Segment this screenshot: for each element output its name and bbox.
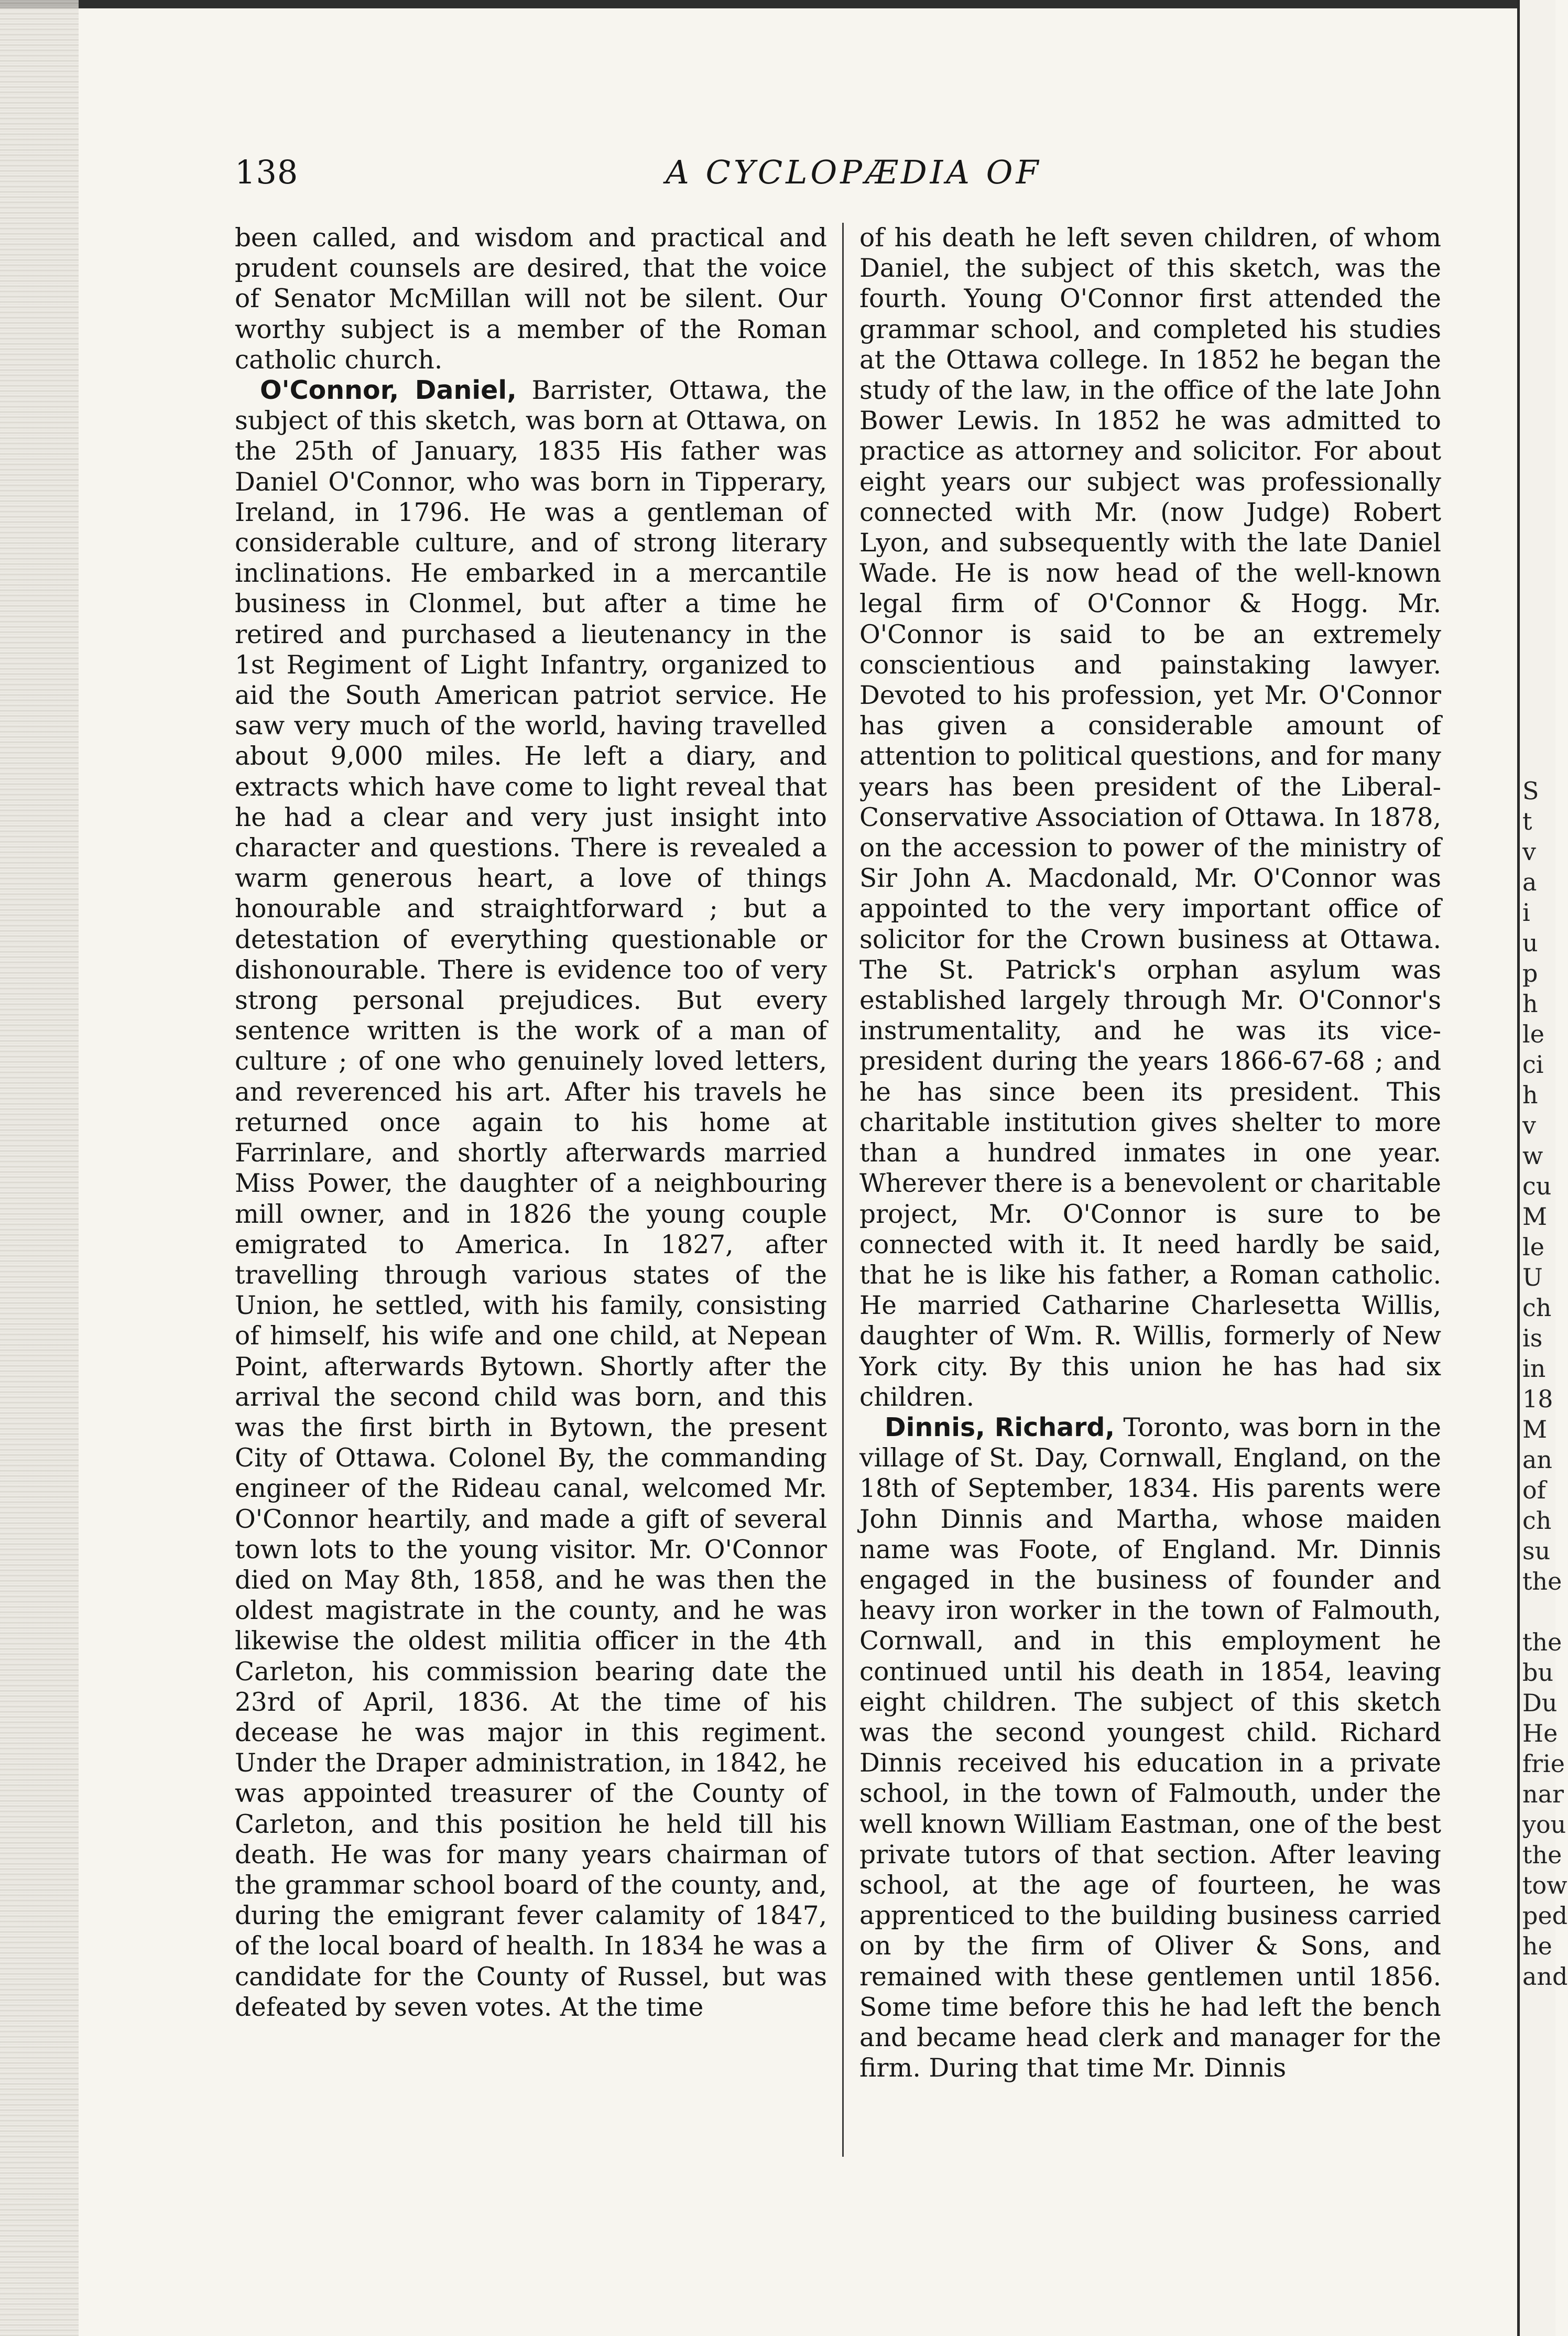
column-left bbox=[235, 223, 827, 2157]
adjacent-page-fragment: cu bbox=[1522, 1172, 1552, 1200]
entry-name: Dinnis, Richard, bbox=[885, 1412, 1115, 1442]
adjacent-page-fragment: an bbox=[1522, 1446, 1553, 1474]
adjacent-page-fragment: of bbox=[1522, 1476, 1546, 1504]
adjacent-page-fragment: le bbox=[1522, 1020, 1544, 1048]
adjacent-page-fragment bbox=[1522, 1596, 1553, 1627]
adjacent-page-fragment: U bbox=[1522, 1263, 1543, 1291]
adjacent-page-fragment: He bbox=[1522, 1719, 1558, 1747]
adjacent-page-fragment: 18 bbox=[1522, 1385, 1553, 1413]
adjacent-page-fragment: bu bbox=[1522, 1658, 1554, 1687]
adjacent-page-fragment: ch bbox=[1522, 1294, 1552, 1322]
adjacent-page-fragment: you bbox=[1522, 1810, 1566, 1839]
adjacent-page-fragment: h bbox=[1522, 1081, 1538, 1109]
running-head: A CYCLOPÆDIA OF bbox=[666, 153, 1042, 191]
adjacent-page-fragment: M bbox=[1522, 1202, 1548, 1231]
adjacent-page-fragment: ci bbox=[1522, 1050, 1544, 1079]
column-divider bbox=[842, 223, 844, 2157]
adjacent-page-fragment: ped bbox=[1522, 1902, 1568, 1930]
adjacent-page-fragment: le bbox=[1522, 1233, 1544, 1261]
entry-oconnor-daniel bbox=[235, 375, 827, 2023]
adjacent-page-fragment: frie bbox=[1522, 1750, 1565, 1778]
adjacent-page-fragment: h bbox=[1522, 990, 1538, 1018]
adjacent-page-fragments bbox=[1522, 776, 1568, 2065]
column-right bbox=[859, 223, 1441, 2157]
adjacent-page-fragment: tow bbox=[1522, 1871, 1567, 1899]
entry-dinnis-richard bbox=[859, 1413, 1441, 2083]
adjacent-page-fragment: the bbox=[1522, 1841, 1562, 1869]
paragraph-continuation: been called, and wisdom and practical and prudent counsels are desired, that the voice of Senator McMillan will not be silent. Our worthy subject is a member of the Roman catholic church. bbox=[235, 223, 827, 375]
page-number: 138 bbox=[235, 153, 299, 191]
entry-text: Toronto, was born in the village of St. Day, Cornwall, England, on the 18th of September, 1834. His parents were John Dinnis and Martha, whose maiden name was Foote, of England. Mr. Dinnis engaged in the business of founder and heavy iron worker in the town of Falmouth, Cornwall, and in this employment he continued until his death in 1854, leaving eight children. The subject of this sketch was the second youngest child. Richard Dinnis received his education in a private school, in the town of Falmouth, under the well known William Eastman, one of the best private tutors of that section. After leaving school, at the age of fourteen, he was apprenticed to the building business carried on by the firm of Oliver & Sons, and remained with these gentlemen until 1856. Some time before this he had left the bench and became head clerk and manager for the firm. During that time Mr. Dinnis bbox=[859, 1413, 1442, 2083]
adjacent-page-fragment: he bbox=[1522, 1932, 1552, 1960]
adjacent-page-fragment: M bbox=[1522, 1415, 1548, 1443]
adjacent-page-fragment: nar bbox=[1522, 1780, 1564, 1808]
adjacent-page-fragment: the bbox=[1522, 1567, 1562, 1595]
adjacent-page-fragment: the bbox=[1522, 1628, 1562, 1656]
adjacent-page-fragment: u bbox=[1522, 929, 1538, 957]
adjacent-page-fragment: in bbox=[1522, 1354, 1546, 1383]
adjacent-page-fragment: S bbox=[1522, 777, 1539, 805]
entry-text: Barrister, Ottawa, the subject of this sketch, was born at Ottawa, on the 25th of January, 1835 His father was Daniel O'Connor, who was born in Tipperary, Ireland, in 1796. He was a gentleman of considerable culture, and of strong literary inclinations. He embarked in a mercantile business in Clonmel, but after a time he retired and purchased a lieutenancy in the 1st Regiment of Light Infantry, organized to aid the South American patriot service. He saw very much of the world, having travelled about 9,000 miles. He left a diary, and extracts which have come to light reveal that he had a clear and very just insight into character and questions. There is revealed a warm generous heart, a love of things honourable and straightforward ; but a detestation of everything questionable or dishonourable. There is evidence too of very strong personal prejudices. But every sentence written is the work of a man of culture ; of one who genuinely loved letters, and reverenced his art. After his travels he returned once again to his home at Farrinlare, and shortly afterwards married Miss Power, the daughter of a neighbouring mill owner, and in 1826 the young couple emigrated to America. In 1827, after travelling through various states of the Union, he settled, with his family, consisting of himself, his wife and one child, at Nepean Point, afterwards Bytown. Shortly after the arrival the second child was born, and this was the first birth in Bytown, the present City of Ottawa. Colonel By, the commanding engineer of the Rideau canal, welcomed Mr. O'Connor heartily, and made a gift of several town lots to the young visitor. Mr. O'Connor died on May 8th, 1858, and he was then the oldest magistrate in the county, and he was likewise the oldest militia officer in the 4th Carleton, his commission bearing date the 23rd of April, 1836. At the time of his decease he was major in this regiment. Under the Draper administration, in 1842, he was appointed treasurer of the County of Carleton, and this position he held till his death. He was for many years chairman of the grammar school board of the county, and, during the emigrant fever calamity of 1847, of the local board of health. In 1834 he was a candidate for the County of Russel, but was defeated by seven votes. At the time bbox=[235, 376, 827, 2022]
adjacent-page-fragment: Du bbox=[1522, 1689, 1558, 1717]
adjacent-page-fragment: i bbox=[1522, 898, 1530, 927]
adjacent-page-fragment: su bbox=[1522, 1537, 1551, 1565]
adjacent-page-fragment: w bbox=[1522, 1142, 1543, 1170]
adjacent-page-fragment: is bbox=[1522, 1324, 1543, 1352]
adjacent-page-fragment: and bbox=[1522, 1962, 1568, 1991]
adjacent-page-fragment: v bbox=[1522, 838, 1536, 866]
adjacent-page-fragment: t bbox=[1522, 807, 1532, 835]
adjacent-page-fragment: p bbox=[1522, 959, 1538, 987]
entry-name: O'Connor, Daniel, bbox=[260, 375, 517, 406]
scan-top-border bbox=[0, 0, 1553, 8]
adjacent-page-fragment: ch bbox=[1522, 1506, 1552, 1535]
paragraph-continuation: of his death he left seven children, of whom Daniel, the subject of this sketch, was the fourth. Young O'Connor first attended the grammar school, and completed his studies at the Ottawa college. In 1852 he began the study of the law, in the office of the late John Bower Lewis. In 1852 he was admitted to practice as attorney and solicitor. For about eight years our subject was professionally connected with Mr. (now Judge) Robert Lyon, and subsequently with the late Daniel Wade. He is now head of the well-known legal firm of O'Connor & Hogg. Mr. O'Connor is said to be an extremely conscientious and painstaking lawyer. Devoted to his profession, yet Mr. O'Connor has given a considerable amount of attention to political questions, and for many years has been president of the Liberal-Conservative Association of Ottawa. In 1878, on the accession to power of the ministry of Sir John A. Macdonald, Mr. O'Connor was appointed to the very important office of solicitor for the Crown business at Ottawa. The St. Patrick's orphan asylum was established largely through Mr. O'Connor's instrumentality, and he was its vice-president during the years 1866-67-68 ; and he has since been its president. This charitable institution gives shelter to more than a hundred inmates in one year. Wherever there is a benevolent or charitable project, Mr. O'Connor is sure to be connected with it. It need hardly be said, that he is like his father, a Roman catholic. He married Catharine Charlesetta Willis, daughter of Wm. R. Willis, formerly of New York city. By this union he has had six children. bbox=[859, 223, 1441, 1412]
adjacent-page-fragment: a bbox=[1522, 868, 1537, 896]
scan-left-edge bbox=[0, 0, 79, 2336]
adjacent-page-fragment: v bbox=[1522, 1111, 1536, 1139]
